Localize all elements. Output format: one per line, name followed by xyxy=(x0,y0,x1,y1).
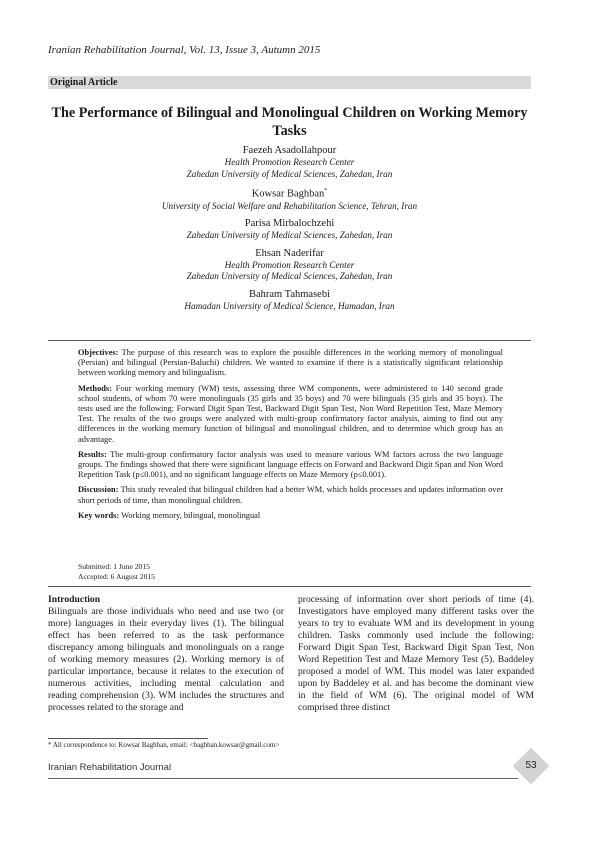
author-affiliation: Health Promotion Research Center xyxy=(224,157,355,167)
page-number: 53 xyxy=(525,760,537,771)
author-name: Parisa Mirbalochzehi xyxy=(244,218,335,229)
footer-rule xyxy=(48,778,518,779)
submitted-date: Submitted: 1 June 2015 xyxy=(78,562,150,571)
abstract xyxy=(78,348,503,526)
abstract-objectives xyxy=(78,348,503,379)
author-affiliation: Zahedan University of Medical Sciences, Zahedan, Iran xyxy=(186,168,393,179)
methods-text: Four working memory (WM) tests, assessing three WM components, were administered to 140 second grade school students, of whom 70 were monolinguals (35 girls and 35 boys) and 70 were bilinguals (35 girls and 35 boys). The tests used are the following: Forward Digit Span Test, Backward Digit Span Test, Non Word Repetition Test, Maze Memory Test. The results of the two groups were analyzed with multi-group confirmatory factor analysis, aiming to find out any differences in the working memory function of bilingual and monolingual children, and to determine which group has an advantage. xyxy=(78,383,504,444)
keywords-text: Working memory, bilingual, monolingual xyxy=(121,510,261,520)
discussion-label: Discussion: xyxy=(78,485,119,495)
abstract-top-rule xyxy=(48,340,531,341)
article-type-label: Original Article xyxy=(50,77,118,88)
journal-header: Iranian Rehabilitation Journal, Vol. 13, Issue 3, Autumn 2015 xyxy=(48,44,321,56)
objectives-text: The purpose of this research was to explore the possible differences in the working memory of monolingual (Persian) and bilingual (Persian-Baluchi) children. We wanted to examine if there is a statistically significant relationship between working memory and bilingualism. xyxy=(78,348,503,378)
author-name xyxy=(48,185,531,201)
abstract-results xyxy=(78,450,503,481)
author-affiliation: University of Social Welfare and Rehabilitation Science, Tehran, Iran xyxy=(161,200,418,211)
author-name: Ehsan Naderifar xyxy=(255,247,324,259)
methods-label: Methods: xyxy=(78,383,112,393)
author-name: Faezeh Asadollahpour xyxy=(242,145,337,156)
abstract-methods xyxy=(78,384,503,445)
author-affiliation: Hamadan University of Medical Science, Hamadan, Iran xyxy=(184,300,395,311)
author-affiliation: Health Promotion Research Center xyxy=(224,259,355,270)
objectives-label: Objectives: xyxy=(78,348,119,357)
corresponding-mark: * xyxy=(324,188,328,194)
article-dates xyxy=(78,562,155,582)
author-list xyxy=(48,144,531,312)
author-affiliation: Zahedan University of Medical Sciences, Zahedan, Iran xyxy=(186,230,393,240)
abstract-discussion xyxy=(78,485,503,505)
body-paragraph: Bilinguals are those individuals who need and use two (or more) languages in their everyday lives (1). The bilingual effect has been referred to as the task performance discrepancy among bilinguals and monolinguals on a range of working memory measures (2). Working memory is of particular importance, because it relates to the execution of numerous activities, including mental calculation and reading comprehension (3). WM includes the structures and processes related to the storage and xyxy=(48,606,284,713)
footer-journal-name: Iranian Rehabilitation Journal xyxy=(48,762,172,773)
article-type-bar xyxy=(48,76,531,89)
article-title: The Performance of Bilingual and Monolingual Children on Working Memory Tasks xyxy=(51,105,528,139)
accepted-date: Accepted: 6 August 2015 xyxy=(78,572,155,581)
author-name-text: Kowsar Baghban xyxy=(251,188,325,200)
introduction-heading: Introduction xyxy=(48,594,101,605)
author-affiliation: Zahedan University of Medical Sciences, Zahedan, Iran xyxy=(186,271,393,281)
results-label: Results: xyxy=(78,449,107,459)
correspondence-footnote: * All correspondence to: Kowsar Baghban, email: <baghban.kowsar@gmail.com> xyxy=(48,741,280,749)
keywords-label: Key words: xyxy=(78,510,120,520)
discussion-text: This study revealed that bilingual children had a better WM, which holds processes and updates information over short periods of time, than monolingual children. xyxy=(78,485,503,505)
author-name: Bahram Tahmasebi xyxy=(248,288,330,300)
abstract-bottom-rule xyxy=(48,586,531,587)
abstract-keywords xyxy=(78,511,503,521)
body-column-right xyxy=(298,594,534,714)
body-paragraph: processing of information over short periods of time (4). Investigators have employed many different tasks over the years to try to evaluate WM and its development in young children. Tasks commonly used include the following: Forward Digit Span Test, Backward Digit Span Test, Non Word Repetition Test and Maze Memory Test (5). Baddeley proposed a model of WM. This model was later expanded upon by Baddeley et al. and has become the dominant view in the field of WM (6). The original model of WM comprised three distinct xyxy=(298,594,534,713)
results-text: The multi-group confirmatory factor analysis was used to measure various WM factors across the two language groups. The findings showed that there were significant language effects on Forward and Backward Digit Span and Non Word Repetition Task (p≤0.001), and no significant language effects on Maze Memory (p≤0.001). xyxy=(78,449,503,480)
footnote-rule xyxy=(48,738,208,739)
body-column-left xyxy=(48,594,284,714)
